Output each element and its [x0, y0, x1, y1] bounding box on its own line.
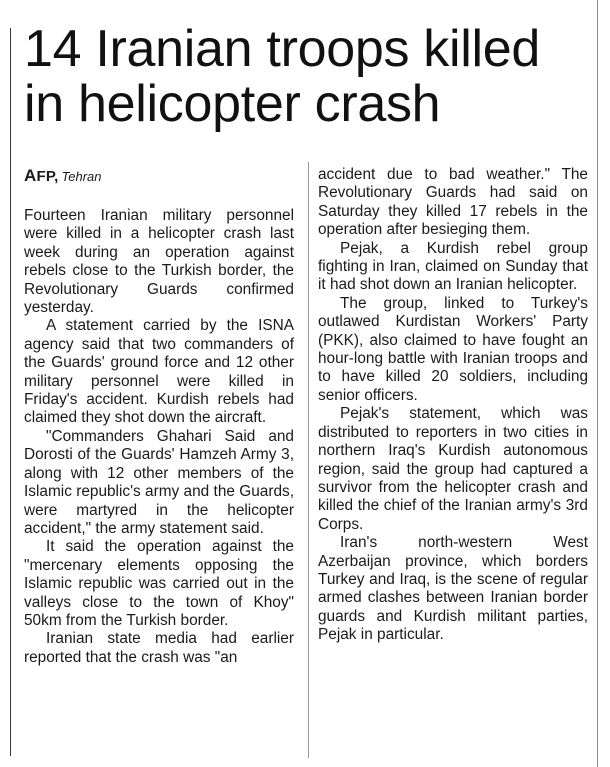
paragraph: "Commanders Ghahari Said and Dorosti of the Guards' Hamzeh Army 3, along with 12 other members of the Islamic republic's army and the Guards, were martyred in the helicopter accident," the army statement said.	[24, 427, 294, 537]
paragraph: Pejak, a Kurdish rebel group fighting in Iran, claimed on Sunday that it had shot down an Iranian helicopter.	[318, 239, 588, 294]
paragraph: Iran's north-western West Azerbaijan province, which borders Turkey and Iraq, is the scene of regular armed clashes between Iranian border guards and Kurdish militant parties, Pejak in particular.	[318, 534, 588, 644]
paragraph: Fourteen Iranian military personnel were killed in a helicopter crash last week during an operation against rebels close to the Turkish border, the Revolutionary Guards confirmed yesterday.	[24, 207, 294, 317]
paragraph: The group, linked to Turkey's outlawed Kurdistan Workers' Party (PKK), also claimed to have fought an hour-long battle with Iranian troops and to have killed 20 soldiers, including senior officers.	[318, 294, 588, 404]
right-border-rule	[597, 0, 598, 767]
paragraph: accident due to bad weather." The Revolutionary Guards had said on Saturday they killed 17 rebels in the operation after besieging them.	[318, 166, 588, 239]
byline	[24, 167, 102, 186]
column-divider	[308, 162, 309, 758]
article-column-right	[318, 166, 588, 645]
byline-agency: AFP,	[24, 166, 59, 185]
paragraph: Pejak's statement, which was distributed to reporters in two cities in northern Iraq's Kurdish autonomous region, said the group had captured a survivor from the helicopter crash and killed the chief of the Iranian army's 3rd Corps.	[318, 405, 588, 533]
paragraph: A statement carried by the ISNA agency said that two commanders of the Guards' ground force and 12 other military personnel were killed in Friday's accident. Kurdish rebels had claimed they shot down the aircraft.	[24, 317, 294, 427]
byline-dateline: Tehran	[61, 169, 102, 184]
paragraph: It said the operation against the "mercenary elements opposing the Islamic republic was carried out in the valleys close to the town of Khoy" 50km from the Turkish border.	[24, 538, 294, 629]
headline: 14 Iranian troops killed in helicopter crash	[24, 20, 540, 133]
left-border-rule	[10, 28, 11, 756]
article-column-left	[24, 207, 294, 667]
paragraph: Iranian state media had earlier reported that the crash was "an	[24, 630, 294, 666]
